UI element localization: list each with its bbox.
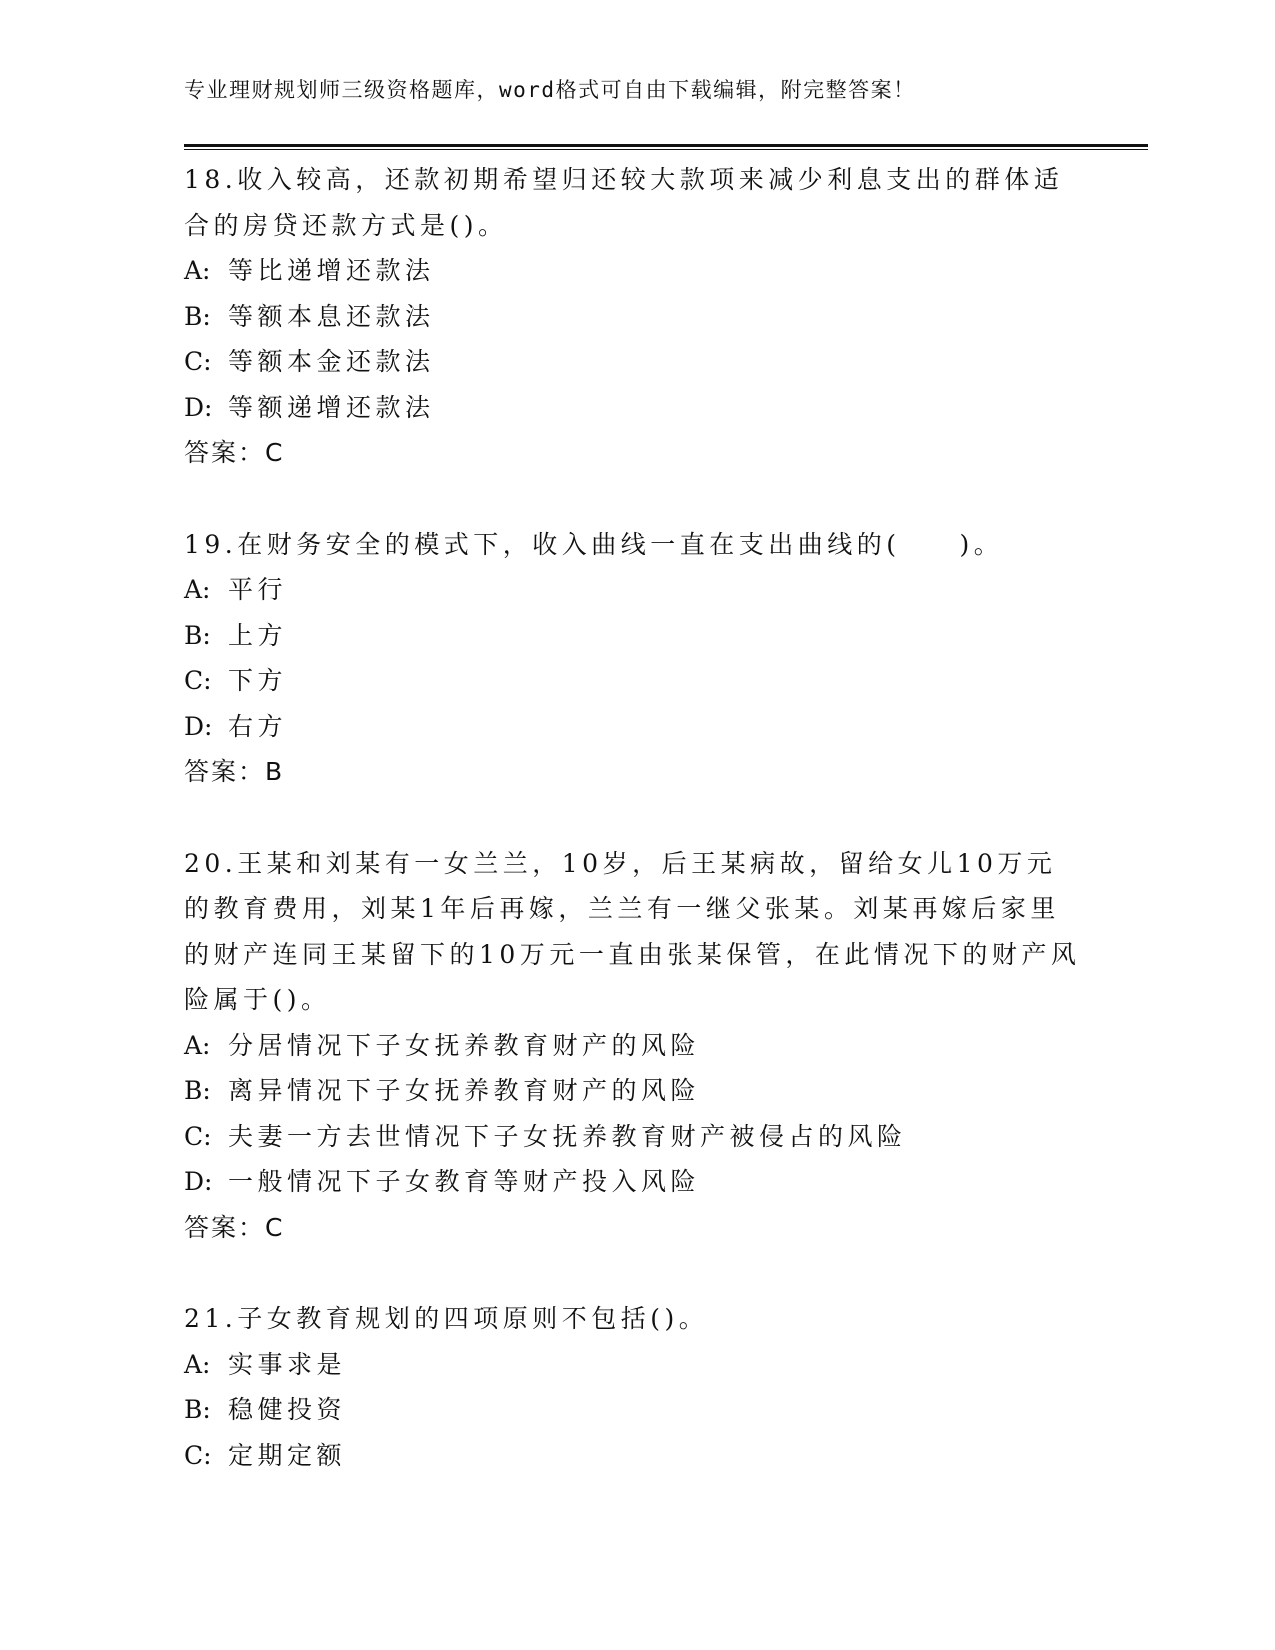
question-18 (184, 157, 1084, 476)
option-text: 下方 (228, 666, 288, 695)
question-stem: 18.收入较高，还款初期希望归还较大款项来减少利息支出的群体适合的房贷还款方式是()。 (184, 165, 1064, 240)
option-key: B: (184, 620, 211, 650)
option-key: C: (184, 347, 212, 376)
option-a (184, 1023, 1084, 1069)
option-a (184, 1342, 1084, 1388)
option-key: A: (184, 1349, 211, 1379)
option-c (184, 339, 1084, 385)
option-text: 定期定额 (228, 1440, 347, 1470)
option-key: C: (184, 666, 212, 695)
option-key: C: (184, 1440, 212, 1470)
option-text: 夫妻一方去世情况下子女抚养教育财产被侵占的风险 (228, 1121, 907, 1151)
option-text: 实事求是 (228, 1349, 347, 1379)
option-b (184, 1068, 1084, 1114)
option-text: 等额本息还款法 (228, 301, 435, 331)
option-text: 分居情况下子女抚养教育财产的风险 (228, 1030, 701, 1060)
option-d (184, 385, 1084, 431)
option-text: 等额本金还款法 (228, 347, 435, 376)
option-key: A: (184, 256, 211, 285)
option-key: A: (184, 575, 211, 604)
question-20 (184, 841, 1084, 1251)
header-rule-thin (184, 149, 1148, 150)
answer-line: 答案：B (184, 757, 285, 786)
option-c (184, 658, 1084, 704)
option-text: 等额递增还款法 (228, 392, 435, 422)
option-a (184, 567, 1084, 613)
option-text: 右方 (228, 711, 288, 741)
option-key: C: (184, 1121, 212, 1151)
option-key: B: (184, 1395, 211, 1424)
question-stem: 21.子女教育规划的四项原则不包括()。 (184, 1304, 709, 1333)
option-c (184, 1114, 1084, 1160)
option-text: 一般情况下子女教育等财产投入风险 (228, 1167, 701, 1196)
option-text: 等比递增还款法 (228, 256, 435, 285)
option-b (184, 294, 1084, 340)
option-b (184, 1387, 1084, 1433)
option-key: D: (184, 392, 213, 422)
option-d (184, 1159, 1084, 1205)
option-key: D: (184, 711, 213, 741)
option-text: 平行 (228, 575, 288, 604)
option-key: A: (184, 1030, 211, 1060)
question-21 (184, 1296, 1084, 1478)
page-header: 专业理财规划师三级资格题库，word格式可自由下载编辑，附完整答案！ (184, 78, 916, 102)
header-rule-thick (184, 144, 1148, 147)
option-d (184, 704, 1084, 750)
option-text: 上方 (228, 620, 288, 650)
answer-line: 答案：C (184, 438, 285, 467)
answer-line: 答案：C (184, 1212, 285, 1242)
option-text: 离异情况下子女抚养教育财产的风险 (228, 1076, 701, 1105)
option-b (184, 613, 1084, 659)
option-c (184, 1433, 1084, 1479)
option-key: B: (184, 1076, 211, 1105)
option-text: 稳健投资 (228, 1395, 347, 1424)
option-key: D: (184, 1167, 213, 1196)
question-stem: 19.在财务安全的模式下，收入曲线一直在支出曲线的( )。 (184, 529, 1004, 559)
question-stem: 20.王某和刘某有一女兰兰，10岁，后王某病故，留给女儿10万元的教育费用，刘某1年后再嫁，兰兰有一继父张某。刘某再嫁后家里的财产连同王某留下的10万元一直由张某保管，在此情况下的财产风险属于()。 (184, 848, 1081, 1014)
question-19 (184, 522, 1084, 795)
question-list (184, 157, 1084, 1478)
option-a (184, 248, 1084, 294)
option-key: B: (184, 301, 211, 331)
